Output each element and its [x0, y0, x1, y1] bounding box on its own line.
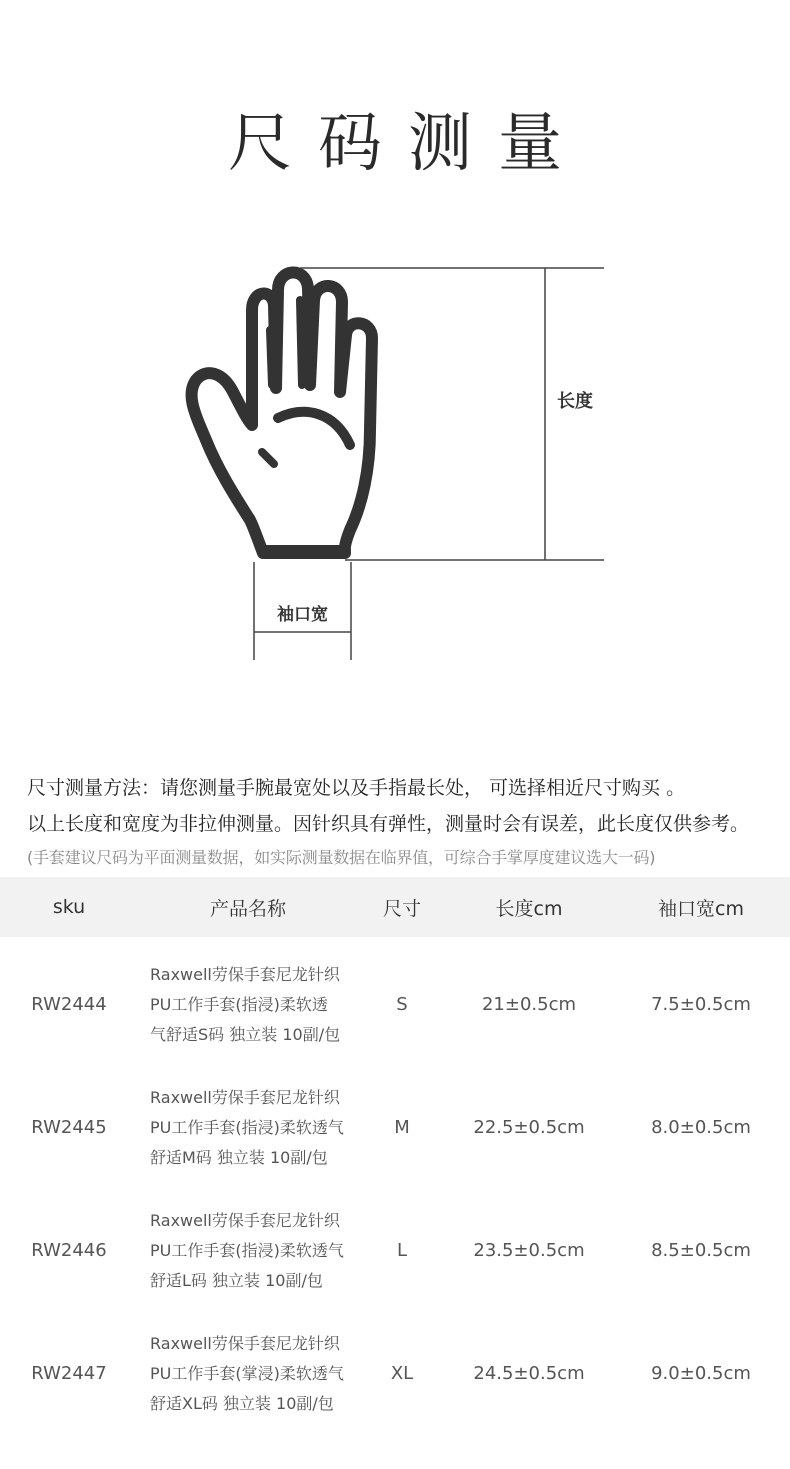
note-method: 尺寸测量方法：请您测量手腕最宽处以及手指最长处， 可选择相近尺寸购买 。 — [27, 777, 686, 799]
cell-size: M — [394, 1117, 410, 1138]
table-row — [0, 1312, 790, 1435]
cell-cuff: 8.0±0.5cm — [651, 1117, 751, 1138]
header-name: 产品名称 — [209, 897, 286, 920]
name-line: Raxwell劳保手套尼龙针织 — [150, 1087, 340, 1107]
page-title: 尺码测量 — [228, 107, 588, 181]
name-line: PU工作手套(掌浸)柔软透气 — [150, 1363, 344, 1383]
cell-length: 24.5±0.5cm — [473, 1363, 585, 1384]
cell-length: 22.5±0.5cm — [473, 1117, 585, 1138]
note-disclaimer: 以上长度和宽度为非拉伸测量。因针织具有弹性，测量时会有误差，此长度仅供参考。 — [27, 813, 750, 835]
cell-sku: RW2444 — [31, 994, 107, 1015]
cell-name — [138, 1083, 358, 1173]
length-label: 长度 — [557, 391, 593, 412]
name-line: Raxwell劳保手套尼龙针织 — [150, 1210, 340, 1230]
name-line: Raxwell劳保手套尼龙针织 — [150, 1333, 340, 1353]
header-sku: sku — [52, 896, 86, 918]
cell-length: 21±0.5cm — [481, 994, 577, 1015]
note-size-advice: (手套建议尺码为平面测量数据，如实际测量数据在临界值，可综合手掌厚度建议选大一码) — [27, 848, 656, 867]
header-size: 尺寸 — [382, 897, 421, 920]
table-row — [0, 1189, 790, 1312]
cell-cuff: 7.5±0.5cm — [651, 994, 751, 1015]
table-row — [0, 1066, 790, 1189]
cell-cuff: 8.5±0.5cm — [651, 1240, 751, 1261]
cell-size: S — [396, 994, 408, 1015]
cell-size: XL — [390, 1363, 414, 1384]
name-line: 气舒适S码 独立装 10副/包 — [150, 1024, 341, 1044]
header-cuff: 袖口宽cm — [658, 897, 744, 920]
table-body — [0, 937, 790, 1435]
name-line: 舒适M码 独立装 10副/包 — [150, 1147, 328, 1167]
table-row — [0, 943, 790, 1066]
cuff-width-label: 袖口宽 — [277, 605, 328, 625]
cell-cuff: 9.0±0.5cm — [651, 1363, 751, 1384]
name-line: PU工作手套(指浸)柔软透 — [150, 994, 328, 1014]
cell-name — [138, 960, 358, 1050]
header-length: 长度cm — [495, 897, 563, 920]
cell-length: 23.5±0.5cm — [473, 1240, 585, 1261]
name-line: PU工作手套(指浸)柔软透气 — [150, 1117, 344, 1137]
size-table — [0, 877, 790, 1435]
hand-measurement-diagram — [0, 250, 790, 680]
table-header — [0, 877, 790, 937]
cell-size: L — [396, 1240, 408, 1261]
measurement-notes — [27, 770, 787, 874]
cell-sku: RW2446 — [31, 1240, 107, 1261]
cell-name — [138, 1329, 358, 1419]
cell-name — [138, 1206, 358, 1296]
glove-icon — [191, 272, 372, 553]
name-line: 舒适XL码 独立装 10副/包 — [150, 1393, 334, 1413]
name-line: Raxwell劳保手套尼龙针织 — [150, 964, 340, 984]
name-line: 舒适L码 独立装 10副/包 — [150, 1270, 323, 1290]
cell-sku: RW2447 — [31, 1363, 107, 1384]
cell-sku: RW2445 — [31, 1117, 107, 1138]
name-line: PU工作手套(指浸)柔软透气 — [150, 1240, 344, 1260]
